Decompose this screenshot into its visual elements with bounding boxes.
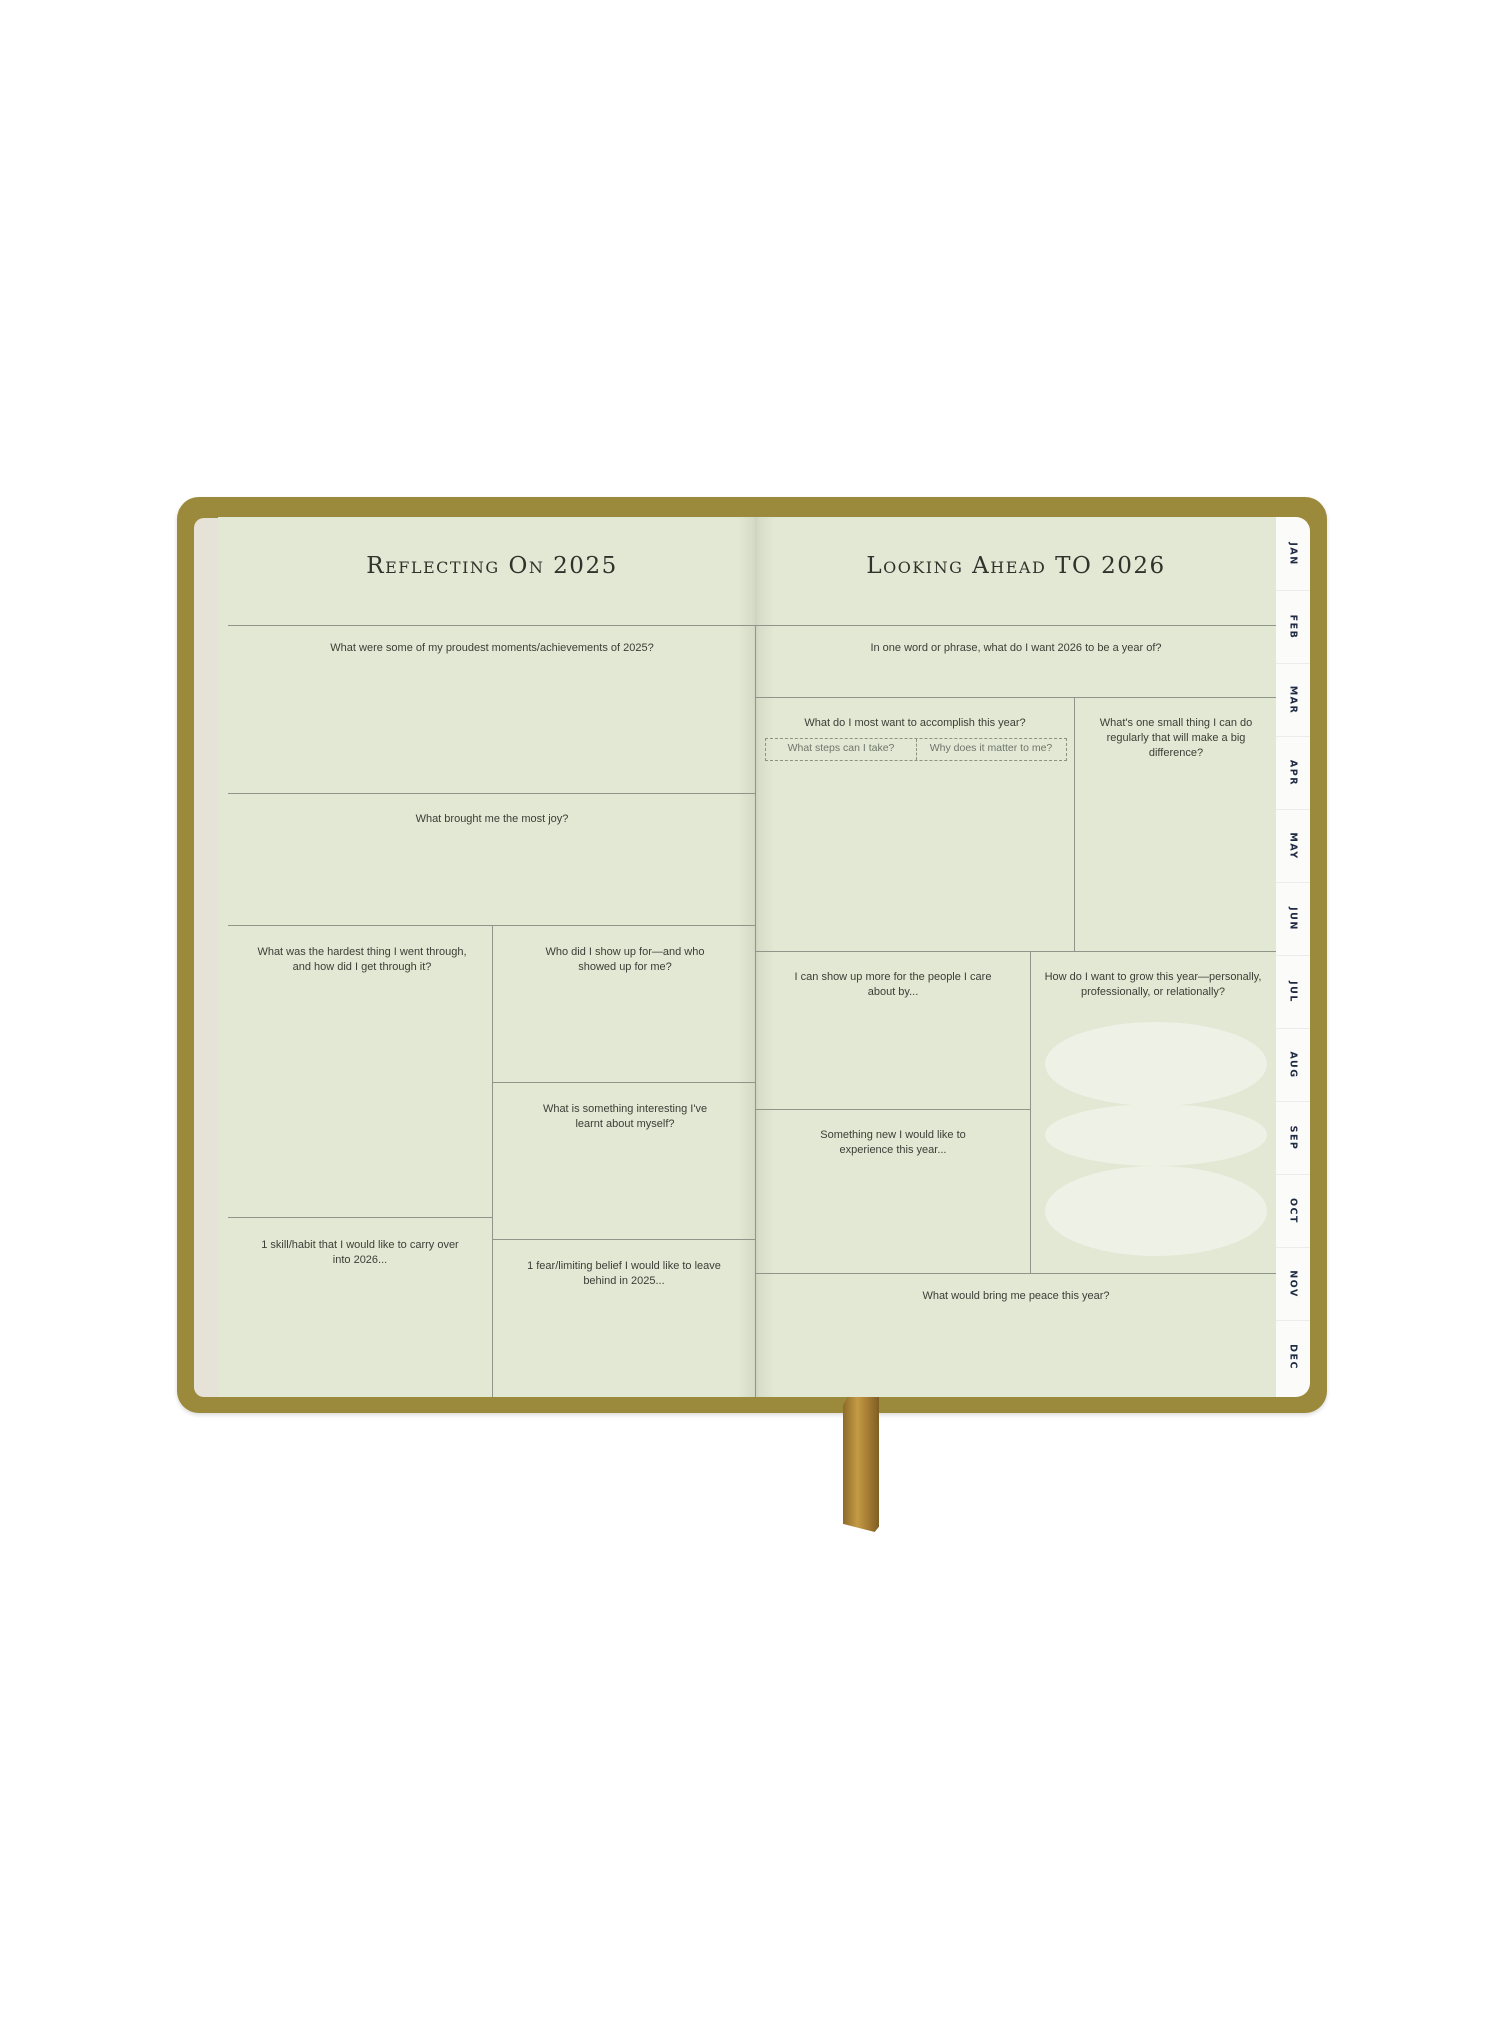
month-tab-aug[interactable] bbox=[1276, 1028, 1310, 1102]
decorative-ellipse bbox=[1045, 1022, 1267, 1106]
decorative-ellipse bbox=[1045, 1104, 1267, 1166]
prompt-accomplish: What do I most want to accomplish this year? bbox=[804, 717, 1026, 729]
hint-steps: What steps can I take? bbox=[787, 742, 895, 754]
divider bbox=[1030, 951, 1031, 1273]
month-tab-jun[interactable] bbox=[1276, 882, 1310, 956]
divider bbox=[492, 1239, 756, 1240]
month-tab-mar[interactable] bbox=[1276, 663, 1310, 737]
prompt-most-joy: What brought me the most joy? bbox=[415, 813, 569, 825]
month-tab-label: SEP bbox=[1287, 1125, 1299, 1150]
month-tab-label: JUN bbox=[1287, 906, 1299, 931]
prompt-learnt-about-myself: What is something interesting I've learnt about myself? bbox=[542, 1103, 708, 1130]
month-tab-label: JUL bbox=[1287, 980, 1299, 1003]
divider bbox=[228, 793, 756, 794]
divider bbox=[756, 951, 1276, 952]
prompt-who-showed-up: Who did I show up for—and who showed up for me? bbox=[545, 946, 705, 973]
prompt-skill-habit: 1 skill/habit that I would like to carry over into 2026... bbox=[261, 1239, 459, 1266]
decorative-ellipse bbox=[1045, 1166, 1267, 1256]
month-tab-label: AUG bbox=[1287, 1050, 1299, 1079]
month-tab-may[interactable] bbox=[1276, 809, 1310, 883]
divider bbox=[1074, 697, 1075, 951]
left-page-title: Reflecting On 2025 bbox=[366, 553, 618, 579]
prompt-grow: How do I want to grow this year—personally, professionally, or relationally? bbox=[1044, 971, 1262, 998]
month-tab-oct[interactable] bbox=[1276, 1174, 1310, 1248]
prompt-peace: What would bring me peace this year? bbox=[922, 1290, 1110, 1302]
month-tab-label: APR bbox=[1287, 759, 1299, 786]
month-tab-apr[interactable] bbox=[1276, 736, 1310, 810]
month-tab-sep[interactable] bbox=[1276, 1101, 1310, 1175]
prompt-proudest-moments: What were some of my proudest moments/achievements of 2025? bbox=[330, 642, 654, 654]
month-tab-label: FEB bbox=[1287, 614, 1299, 639]
page-center-divider bbox=[755, 625, 756, 1397]
divider bbox=[492, 925, 493, 1397]
header-divider bbox=[228, 625, 1276, 626]
month-tab-label: DEC bbox=[1287, 1343, 1299, 1370]
month-tab-label: JAN bbox=[1287, 541, 1299, 566]
month-tab-dec[interactable] bbox=[1276, 1320, 1310, 1393]
divider bbox=[756, 697, 1276, 698]
prompt-show-up-more: I can show up more for the people I care about by... bbox=[794, 971, 992, 998]
month-tab-label: MAY bbox=[1287, 831, 1299, 860]
divider bbox=[228, 1217, 492, 1218]
hint-why-matters: Why does it matter to me? bbox=[929, 742, 1053, 754]
month-tab-strip bbox=[1276, 517, 1310, 1397]
month-tab-label: MAR bbox=[1287, 685, 1299, 714]
prompt-fear-belief: 1 fear/limiting belief I would like to leave behind in 2025... bbox=[527, 1260, 721, 1287]
month-tab-jul[interactable] bbox=[1276, 955, 1310, 1029]
month-tab-label: NOV bbox=[1287, 1269, 1299, 1298]
month-tab-label: OCT bbox=[1287, 1197, 1299, 1224]
divider bbox=[756, 1273, 1276, 1274]
month-tab-nov[interactable] bbox=[1276, 1247, 1310, 1321]
right-page-title: Looking Ahead TO 2026 bbox=[866, 553, 1166, 579]
divider bbox=[492, 1082, 756, 1083]
month-tab-jan[interactable] bbox=[1276, 517, 1310, 591]
hint-box bbox=[765, 738, 1067, 761]
divider bbox=[756, 1109, 1030, 1110]
prompt-one-word: In one word or phrase, what do I want 2026 to be a year of? bbox=[870, 642, 1162, 654]
prompt-something-new: Something new I would like to experience this year... bbox=[820, 1129, 966, 1156]
ribbon-bookmark[interactable] bbox=[843, 1397, 879, 1532]
month-tab-feb[interactable] bbox=[1276, 590, 1310, 664]
prompt-small-thing: What's one small thing I can do regularly that will make a big difference? bbox=[1099, 717, 1253, 759]
prompt-hardest-thing: What was the hardest thing I went through, and how did I get through it? bbox=[257, 946, 467, 973]
